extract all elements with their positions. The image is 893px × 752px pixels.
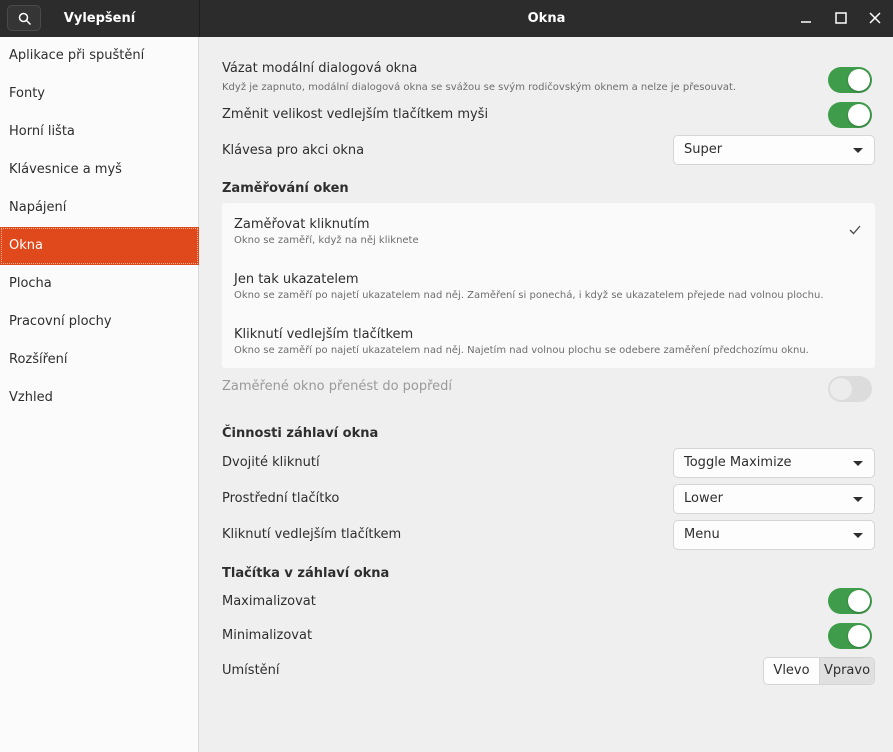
raise-focused-label: Zaměřené okno přenést do popředí [222, 379, 453, 394]
switch-knob [830, 378, 852, 400]
focus-option-title: Zaměřovat kliknutím [234, 217, 370, 232]
minimize-label: Minimalizovat [222, 628, 313, 643]
placement-left-button[interactable]: Vlevo [773, 663, 810, 678]
main-panel [200, 37, 893, 752]
sidebar-title: Vylepšení [63, 11, 136, 26]
double-click-value: Toggle Maximize [684, 455, 792, 470]
close-window-button[interactable] [863, 6, 887, 30]
action-key-dropdown[interactable] [673, 135, 875, 165]
placement-toggle [763, 657, 875, 685]
switch-knob [848, 625, 870, 647]
focus-option-description: Okno se zaměří po najetí ukazatelem nad něj. Zaměření si ponechá, i když se ukazatelem přejede nad volnou plochu. [234, 290, 824, 301]
sidebar-item-fonts[interactable]: Fonty [9, 86, 45, 101]
maximize-switch[interactable] [828, 588, 872, 614]
middle-click-dropdown[interactable] [673, 484, 875, 514]
sidebar-item-keyboard-mouse[interactable]: Klávesnice a myš [9, 162, 122, 177]
action-key-value: Super [684, 142, 723, 157]
sidebar-item-top-bar[interactable]: Horní lišta [9, 124, 75, 139]
focus-option-description: Okno se zaměří po najetí ukazatelem nad něj. Najetím nad volnou plochu se odebere zaměření předchozímu oknu. [234, 345, 809, 356]
focus-option-click[interactable] [222, 203, 875, 255]
placement-right-button[interactable]: Vpravo [819, 658, 874, 684]
chevron-down-icon [853, 461, 863, 466]
middle-click-label: Prostřední tlačítko [222, 491, 340, 506]
minimize-icon [800, 12, 812, 24]
header-bar [0, 0, 893, 37]
maximize-window-button[interactable] [829, 6, 853, 30]
double-click-label: Dvojité kliknutí [222, 455, 320, 470]
focus-section-title: Zaměřování oken [222, 181, 349, 196]
placement-label: Umístění [222, 663, 280, 678]
chevron-down-icon [853, 533, 863, 538]
maximize-icon [835, 12, 847, 24]
switch-knob [848, 69, 870, 91]
attach-modal-label: Vázat modální dialogová okna [222, 61, 418, 76]
attach-modal-description: Když je zapnuto, modální dialogová okna se svážou se svým rodičovským oknem a nelze je přesouvat. [222, 82, 737, 93]
switch-knob [848, 590, 870, 612]
chevron-down-icon [853, 497, 863, 502]
secondary-click-dropdown[interactable] [673, 520, 875, 550]
focus-option-title: Jen tak ukazatelem [234, 272, 359, 287]
focus-mode-list [222, 203, 875, 368]
resize-secondary-label: Změnit velikost vedlejším tlačítkem myši [222, 107, 489, 122]
close-icon [869, 12, 881, 24]
double-click-dropdown[interactable] [673, 448, 875, 478]
minimize-window-button[interactable] [794, 6, 818, 30]
sidebar-item-windows[interactable]: Okna [0, 227, 199, 265]
titlebar-actions-title: Činnosti záhlaví okna [222, 426, 379, 441]
sidebar-item-power[interactable]: Napájení [9, 200, 67, 215]
focus-option-description: Okno se zaměří, když na něj kliknete [234, 235, 419, 246]
focus-option-pointer[interactable] [222, 258, 875, 310]
focus-option-secondary[interactable] [222, 313, 875, 365]
resize-secondary-switch[interactable] [828, 102, 872, 128]
chevron-down-icon [853, 148, 863, 153]
page-title: Okna [527, 11, 566, 26]
sidebar-item-desktop[interactable]: Plocha [9, 276, 52, 291]
sidebar-item-startup-apps[interactable]: Aplikace při spuštění [9, 48, 145, 63]
raise-focused-switch[interactable] [828, 376, 872, 402]
middle-click-value: Lower [684, 491, 723, 506]
attach-modal-switch[interactable] [828, 67, 872, 93]
action-key-label: Klávesa pro akci okna [222, 143, 365, 158]
sidebar-item-extensions[interactable]: Rozšíření [9, 352, 68, 367]
sidebar-item-workspaces[interactable]: Pracovní plochy [9, 314, 112, 329]
maximize-label: Maximalizovat [222, 594, 316, 609]
switch-knob [848, 104, 870, 126]
sidebar-item-appearance[interactable]: Vzhled [9, 390, 53, 405]
secondary-click-label: Kliknutí vedlejším tlačítkem [222, 527, 402, 542]
sidebar [0, 37, 199, 752]
checkmark-icon [849, 225, 861, 235]
secondary-click-value: Menu [684, 527, 720, 542]
minimize-switch[interactable] [828, 623, 872, 649]
focus-option-title: Kliknutí vedlejším tlačítkem [234, 327, 414, 342]
titlebar-buttons-title: Tlačítka v záhlaví okna [222, 566, 390, 581]
